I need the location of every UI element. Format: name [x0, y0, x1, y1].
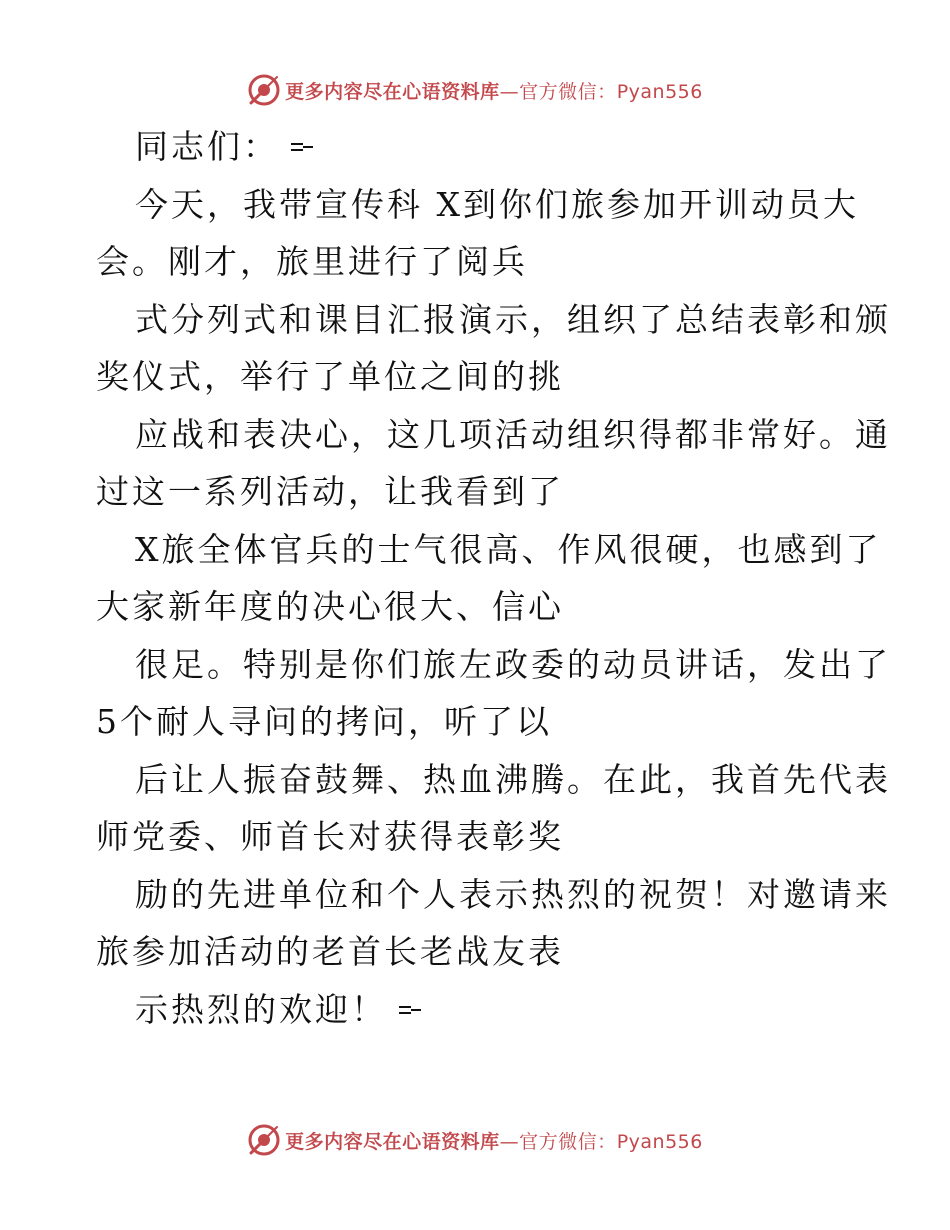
header-banner — [0, 70, 950, 110]
text-line-content: 应战和表决心，这几项活动组织得都非常好。通 — [135, 414, 891, 454]
banner-dash: — — [499, 80, 520, 103]
paragraph-mark-icon — [397, 999, 423, 1021]
text-line-content: 励的先进单位和个人表示热烈的祝贺！对邀请来 — [135, 874, 891, 914]
text-line — [96, 348, 876, 406]
text-line — [96, 291, 891, 349]
banner-wechat-id: Pyan556 — [616, 80, 703, 103]
banner-wechat-label: 官方微信： — [519, 1130, 617, 1153]
banner-wechat-id: Pyan556 — [616, 1130, 703, 1153]
pen-logo-icon — [247, 1123, 281, 1157]
text-line-content: 后让人振奋鼓舞、热血沸腾。在此，我首先代表 — [135, 759, 891, 799]
text-line-content: 今天，我带宣传科 X到你们旅参加开训动员大 — [135, 184, 859, 224]
banner-brand: 更多内容尽在心语资料库 — [285, 80, 500, 103]
text-line-content: 示热烈的欢迎！ — [135, 989, 387, 1029]
text-line — [96, 406, 891, 464]
text-line-content: 式分列式和课目汇报演示，组织了总结表彰和颁 — [135, 299, 891, 339]
text-line — [96, 233, 876, 291]
text-line — [96, 176, 876, 234]
banner-brand: 更多内容尽在心语资料库 — [285, 1130, 500, 1153]
footer-banner — [0, 1120, 950, 1160]
banner-dash: — — [499, 1130, 520, 1153]
text-line — [96, 118, 876, 176]
text-line — [96, 521, 882, 579]
text-line — [96, 808, 876, 866]
banner-text — [285, 1127, 703, 1154]
text-line-content: 奖仪式，举行了单位之间的挑 — [96, 357, 564, 396]
text-line — [96, 693, 876, 751]
text-line — [96, 866, 891, 924]
text-line — [96, 578, 876, 636]
text-line-content: 大家新年度的决心很大、信心 — [96, 587, 564, 626]
banner-text — [285, 77, 703, 104]
pen-logo-icon — [247, 73, 281, 107]
text-line — [96, 636, 891, 694]
paragraph-mark-icon — [289, 136, 315, 158]
document-body — [96, 118, 891, 1038]
text-line — [96, 463, 876, 521]
text-line-content: 旅参加活动的老首长老战友表 — [96, 932, 564, 971]
text-line-content: 5个耐人寻问的拷问，听了以 — [96, 702, 552, 741]
text-line-content: 过这一系列活动，让我看到了 — [96, 472, 564, 511]
text-line-content: 师党委、师首长对获得表彰奖 — [96, 817, 564, 856]
text-line-content: 很足。特别是你们旅左政委的动员讲话，发出了 — [135, 644, 891, 684]
text-line — [96, 981, 876, 1039]
text-line — [96, 923, 876, 981]
banner-wechat-label: 官方微信： — [519, 80, 617, 103]
text-line-content: X旅全体官兵的士气很高、作风很硬，也感到了 — [135, 529, 882, 569]
text-line — [96, 751, 891, 809]
text-line-content: 同志们： — [135, 127, 279, 166]
text-line-content: 会。刚才，旅里进行了阅兵 — [96, 242, 528, 281]
